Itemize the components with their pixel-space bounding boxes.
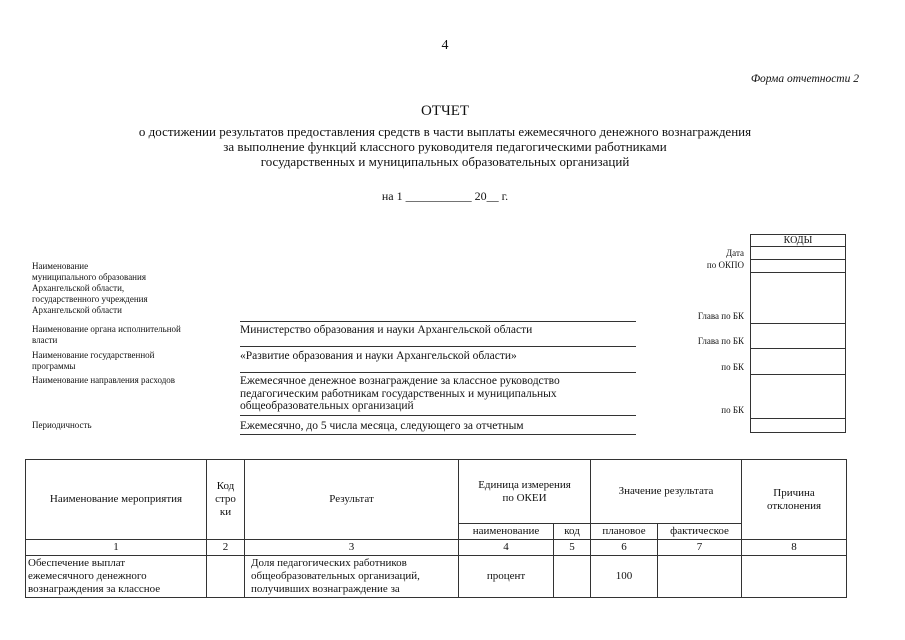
planned-cell: 100 [591,556,658,598]
reason-cell[interactable] [742,556,847,598]
municipality-field [240,320,636,322]
codes-table [750,234,846,433]
report-subtitle [60,124,830,169]
header-code-line: стро [215,493,236,505]
expense-label: Наименование направления расходов [32,375,176,385]
result-line: Доля педагогических работников [251,557,407,569]
header-planned: плановое [591,524,658,540]
event-cell [26,556,207,598]
col-number: 2 [207,540,245,556]
table-row [26,556,847,598]
header-code [207,460,245,540]
codes-glava-label: Глава по БК [697,311,744,321]
results-table [25,459,847,598]
label-line: программы [32,361,76,371]
label-line: муниципального образования [32,272,146,282]
header-reason [742,460,847,540]
label-line: Наименование [32,261,89,271]
codes-header: КОДЫ [751,235,846,247]
label-line: Наименование государственной [32,350,155,360]
form-label: Форма отчетности 2 [750,73,859,85]
codes-bk-label: по БК [721,405,744,415]
col-number: 7 [658,540,742,556]
header-unit-code: код [554,524,591,540]
unit-name-cell: процент [459,556,554,598]
expense-value [240,375,636,416]
unit-code-cell[interactable] [554,556,591,598]
codes-glava-label: Глава по БК [697,336,744,346]
codes-bk-label: по БК [721,362,744,372]
header-unit-name: наименование [459,524,554,540]
result-line: получивших вознаграждение за [251,583,400,595]
header-value: Значение результата [591,460,742,524]
codes-date-cell[interactable] [751,247,846,260]
result-line: общеобразовательных организаций, [251,570,420,582]
expense-line: педагогическим работникам государственных и муниципальных [240,387,557,400]
program-label [32,350,222,372]
report-title: ОТЧЕТ [420,103,470,119]
col-number: 6 [591,540,658,556]
subtitle-line: за выполнение функций классного руководителя педагогическими работниками [223,139,667,154]
authority-value: Министерство образования и науки Архангельской области [240,324,636,347]
program-value: «Развитие образования и науки Архангельской области» [240,350,636,373]
page-number: 4 [441,38,449,53]
codes-okpo-label: по ОКПО [706,260,744,270]
col-number: 5 [554,540,591,556]
col-number: 3 [245,540,459,556]
label-line: государственного учреждения [32,294,148,304]
codes-glava-cell[interactable] [751,324,846,349]
header-event: Наименование мероприятия [26,460,207,540]
event-line: ежемесячного денежного [28,570,147,582]
expense-line: Ежемесячное денежное вознаграждение за классное руководство [240,375,560,387]
result-cell [245,556,459,598]
authority-label [32,324,222,346]
subtitle-line: о достижении результатов предоставления средств в части выплаты ежемесячного денежного вознаграждения [138,124,752,139]
period-label: Периодичность [32,420,92,430]
column-numbers-row [26,540,847,556]
codes-org-cell[interactable] [751,273,846,324]
report-date-line: на 1 ___________ 20__ г. [381,189,509,203]
subtitle-line: государственных и муниципальных образовательных организаций [260,154,630,169]
col-number: 1 [26,540,207,556]
event-line: вознаграждения за классное [28,583,161,595]
codes-expense-cell[interactable] [751,375,846,419]
municipality-label [32,261,222,316]
code-cell[interactable] [207,556,245,598]
label-line: Архангельской области [32,305,122,315]
codes-program-cell[interactable] [751,349,846,375]
header-unit-line: Единица измерения [478,478,571,491]
header-unit [459,460,591,524]
header-reason-line: Причина [773,486,815,499]
label-line: власти [32,335,58,345]
label-line: Архангельской области, [32,283,125,293]
expense-line: общеобразовательных организаций [240,400,414,412]
header-actual: фактическое [658,524,742,540]
col-number: 8 [742,540,847,556]
event-line: Обеспечение выплат [28,557,126,569]
actual-cell[interactable] [658,556,742,598]
header-code-line: ки [219,506,232,518]
codes-date-label: Дата [726,248,744,258]
header-code-line: Код [216,480,235,492]
header-reason-line: отклонения [766,499,822,512]
period-value: Ежемесячно, до 5 числа месяца, следующего за отчетным [240,420,636,435]
header-result: Результат [245,460,459,540]
label-line: Наименование органа исполнительной [32,324,181,334]
codes-period-cell[interactable] [751,419,846,433]
codes-okpo-cell[interactable] [751,260,846,273]
col-number: 4 [459,540,554,556]
header-unit-line: по ОКЕИ [502,491,547,504]
